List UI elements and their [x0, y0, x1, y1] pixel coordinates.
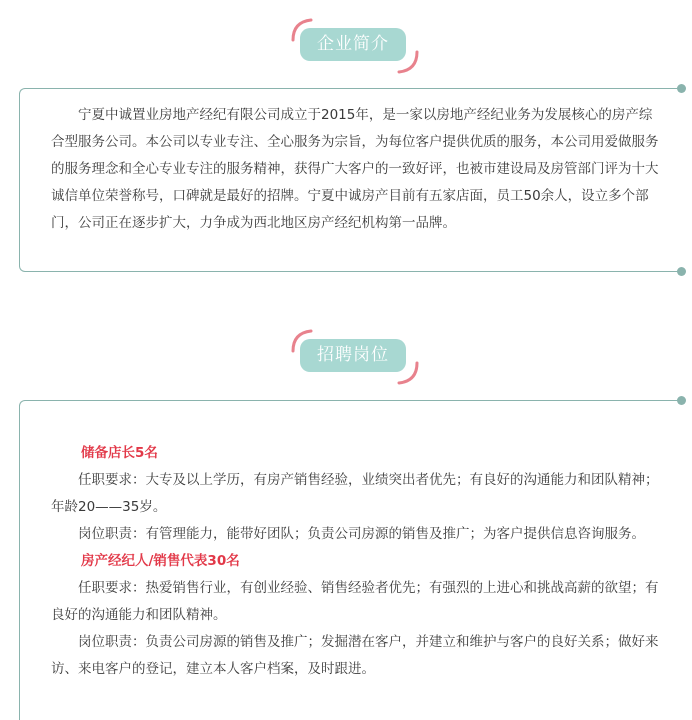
section-title-intro — [0, 14, 692, 74]
frame-dot — [677, 267, 686, 276]
jobs-title: 招聘岗位 — [300, 339, 406, 372]
frame-dot — [677, 84, 686, 93]
job-requirements: 任职要求：热爱销售行业，有创业经验、销售经验者优先；有强烈的上进心和挑战高薪的欲望；有良好的沟通能力和团队精神。 — [51, 580, 659, 623]
frame-dot — [677, 396, 686, 405]
intro-title: 企业简介 — [300, 28, 406, 61]
intro-paragraph: 宁夏中诚置业房地产经纪有限公司成立于2015年，是一家以房地产经纪业务为发展核心的房产综合型服务公司。本公司以专业专注、全心服务为宗旨，为每位客户提供优质的服务，本公司用爱做服务的服务理念和全心专业专注的服务精神，获得广大客户的一致好评，也被市建设局及房管部门评为十大诚信单位荣誉称号，口碑就是最好的招牌。宁夏中诚房产目前有五家店面，员工50余人，设立多个部门，公司正在逐步扩大，力争成为西北地区房产经纪机构第一品牌。 — [51, 107, 659, 231]
decorative-arc-bottom — [393, 48, 423, 78]
job-requirements: 任职要求：大专及以上学历，有房产销售经验，业绩突出者优先；有良好的沟通能力和团队精神；年龄20——35岁。 — [51, 472, 659, 515]
job-title: 储备店长5名 — [81, 445, 158, 461]
job-item — [51, 440, 661, 548]
job-duties: 岗位职责：负责公司房源的销售及推广；发掘潜在客户，并建立和维护与客户的良好关系；做好来访、来电客户的登记，建立本人客户档案，及时跟进。 — [51, 634, 659, 677]
job-list — [51, 440, 661, 683]
job-duties: 岗位职责：有管理能力，能带好团队；负责公司房源的销售及推广；为客户提供信息咨询服务。 — [78, 526, 645, 542]
job-item — [51, 548, 661, 683]
section-title-jobs — [0, 325, 692, 385]
decorative-arc-bottom — [393, 359, 423, 389]
job-title: 房产经纪人/销售代表30名 — [81, 553, 240, 569]
